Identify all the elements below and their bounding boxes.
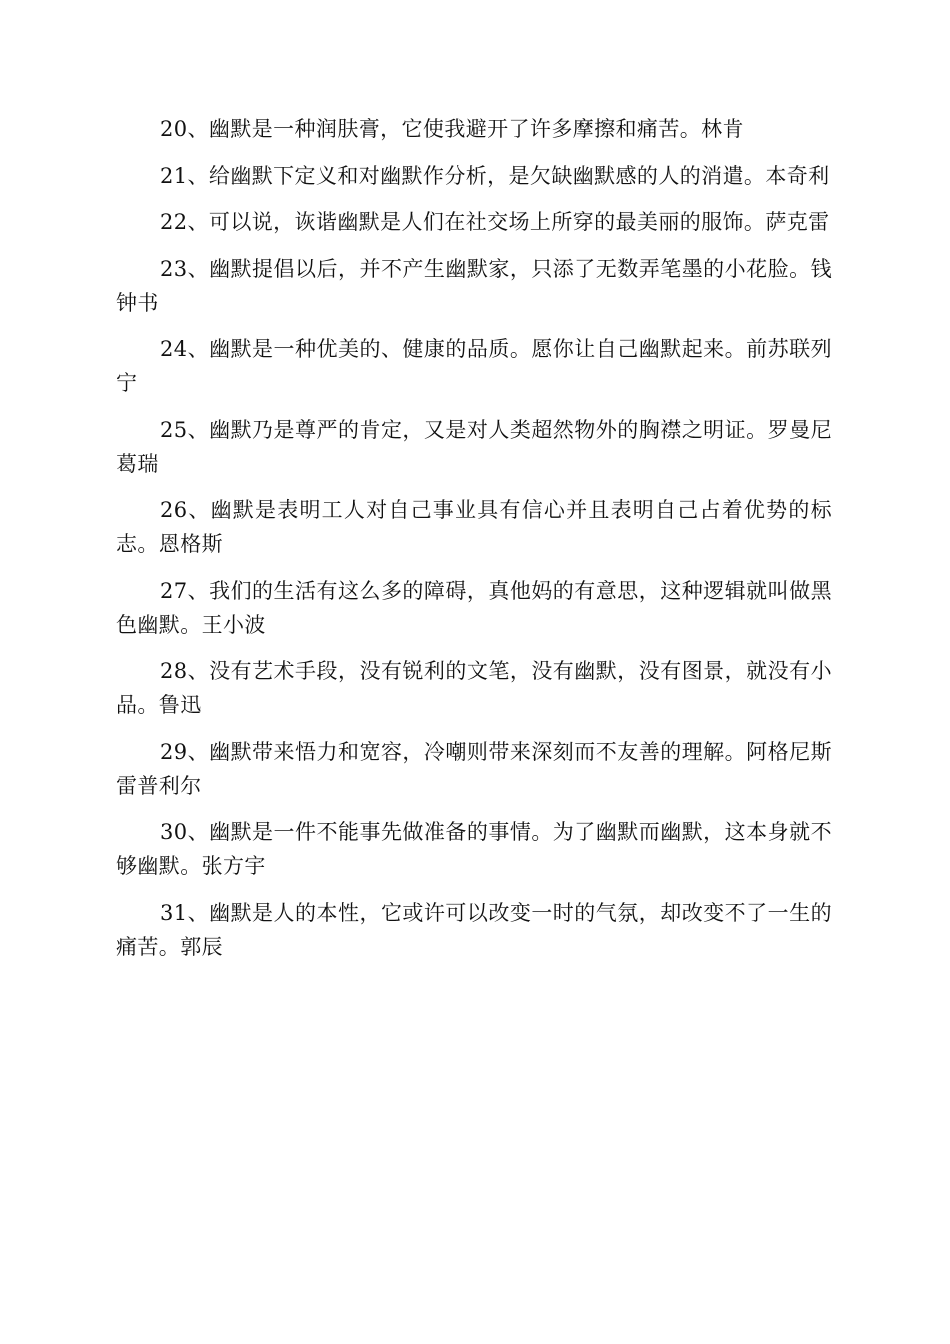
quote-paragraph: 22、可以说，诙谐幽默是人们在社交场上所穿的最美丽的服饰。萨克雷 bbox=[160, 210, 830, 234]
quote-paragraph: 26、幽默是表明工人对自己事业具有信心并且表明自己占着优势的标志。恩格斯 bbox=[116, 498, 832, 556]
quote-paragraph: 27、我们的生活有这么多的障碍，真他妈的有意思，这种逻辑就叫做黑色幽默。王小波 bbox=[116, 578, 832, 637]
quote-paragraph: 30、幽默是一件不能事先做准备的事情。为了幽默而幽默，这本身就不够幽默。张方宇 bbox=[116, 820, 832, 878]
quote-paragraph: 21、给幽默下定义和对幽默作分析，是欠缺幽默感的人的消遣。本奇利 bbox=[160, 163, 830, 188]
quote-paragraph: 23、幽默提倡以后，并不产生幽默家，只添了无数弄笔墨的小花脸。钱钟书 bbox=[116, 256, 832, 315]
quote-paragraph: 31、幽默是人的本性，它或许可以改变一时的气氛，却改变不了一生的痛苦。郭辰 bbox=[116, 900, 832, 959]
document-page bbox=[116, 112, 832, 976]
quote-paragraph: 28、没有艺术手段，没有锐利的文笔，没有幽默，没有图景，就没有小品。鲁迅 bbox=[116, 659, 832, 717]
quote-paragraph: 20、幽默是一种润肤膏，它使我避开了许多摩擦和痛苦。林肯 bbox=[160, 117, 744, 141]
quote-paragraph: 25、幽默乃是尊严的肯定，又是对人类超然物外的胸襟之明证。罗曼尼葛瑞 bbox=[116, 417, 832, 476]
quote-paragraph: 29、幽默带来悟力和宽容，冷嘲则带来深刻而不友善的理解。阿格尼斯雷普利尔 bbox=[116, 739, 832, 798]
quote-paragraph: 24、幽默是一种优美的、健康的品质。愿你让自己幽默起来。前苏联列宁 bbox=[116, 337, 832, 395]
